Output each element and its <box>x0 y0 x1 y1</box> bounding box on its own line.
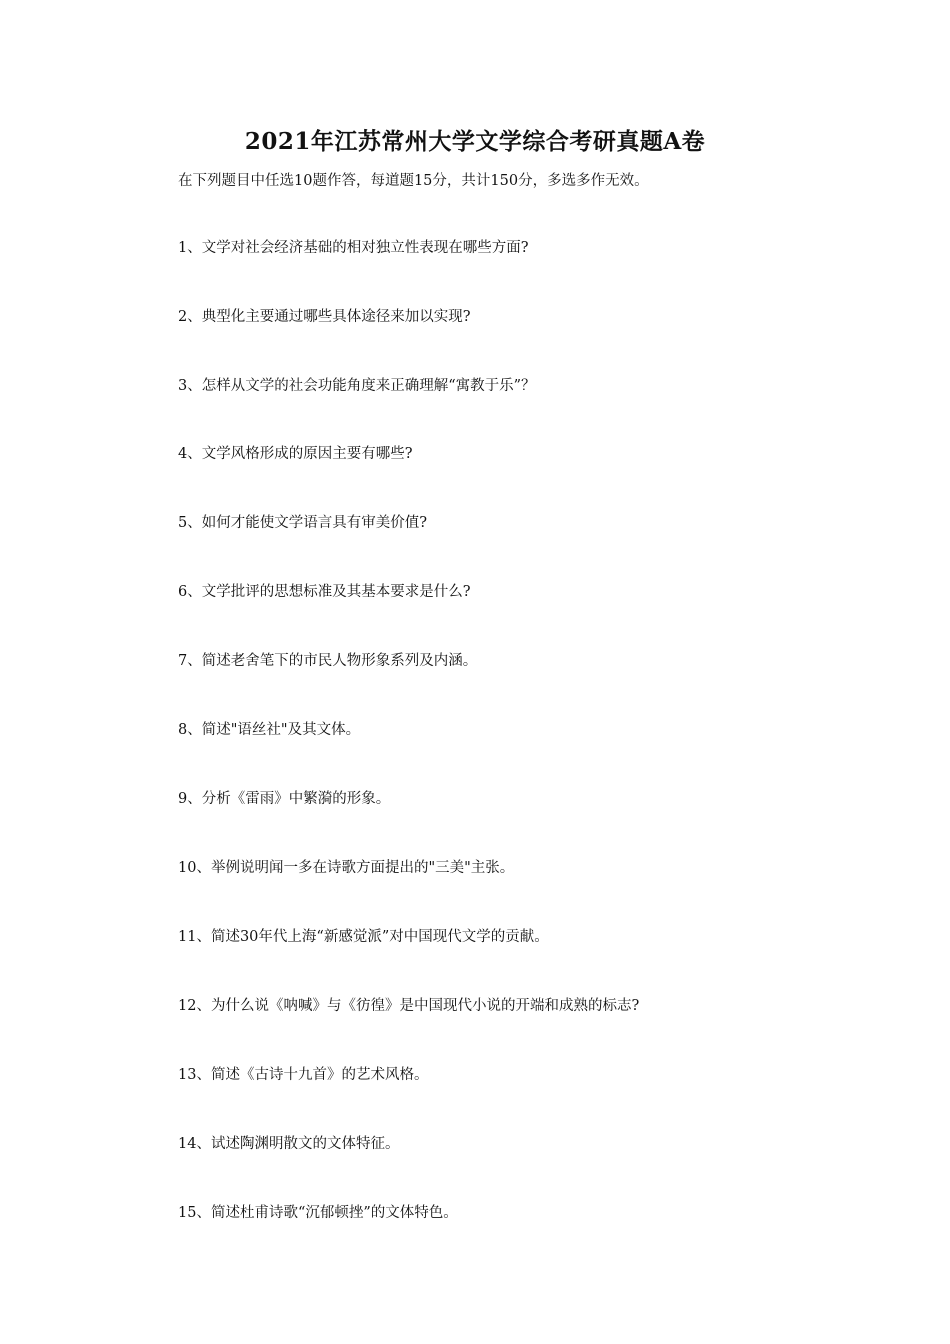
exam-instructions: 在下列题目中任选10题作答，每道题15分，共计150分，多选多作无效。 <box>178 173 649 189</box>
question-2: 2、典型化主要通过哪些具体途径来加以实现? <box>178 309 471 325</box>
question-13: 13、简述《古诗十九首》的艺术风格。 <box>178 1067 429 1083</box>
question-12: 12、为什么说《呐喊》与《彷徨》是中国现代小说的开端和成熟的标志? <box>178 998 640 1014</box>
question-9: 9、分析《雷雨》中繁漪的形象。 <box>178 791 391 807</box>
question-15: 15、简述杜甫诗歌“沉郁顿挫”的文体特色。 <box>178 1205 458 1221</box>
question-7: 7、简述老舍笔下的市民人物形象系列及内涵。 <box>178 653 478 669</box>
document-title: 2021年江苏常州大学文学综合考研真题A卷 <box>244 128 706 155</box>
question-11: 11、简述30年代上海“新感觉派”对中国现代文学的贡献。 <box>178 929 549 945</box>
question-10: 10、举例说明闻一多在诗歌方面提出的"三美"主张。 <box>178 860 515 876</box>
question-4: 4、文学风格形成的原因主要有哪些? <box>178 446 413 462</box>
question-5: 5、如何才能使文学语言具有审美价值? <box>178 515 427 531</box>
question-1: 1、文学对社会经济基础的相对独立性表现在哪些方面? <box>178 240 529 256</box>
question-8: 8、简述"语丝社"及其文体。 <box>178 722 361 738</box>
question-6: 6、文学批评的思想标准及其基本要求是什么? <box>178 584 471 600</box>
question-14: 14、试述陶渊明散文的文体特征。 <box>178 1136 400 1152</box>
question-3: 3、怎样从文学的社会功能角度来正确理解“寓教于乐”？ <box>178 378 536 394</box>
